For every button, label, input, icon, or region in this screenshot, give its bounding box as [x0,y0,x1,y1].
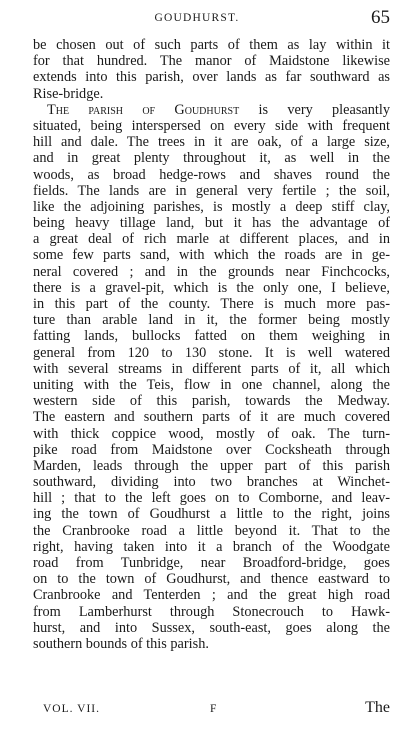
text-line: southward, dividing into two branches at Winchet- [33,474,390,491]
text-line: hill ; that to the left goes on to Comborne, and leav- [33,490,390,507]
text-line: fields. The lands are in general very fertile ; the soil, [33,182,390,199]
running-title: GOUDHURST. [154,12,240,24]
text-line: on to the town of Goudhurst, and thence eastward to [33,571,390,588]
text-line: The eastern and southern parts of it are much covered [33,409,390,426]
text-line: uniting with the Teis, flow in one channel, along the [33,376,390,393]
text-line: ing the town of Goudhurst a little to the right, joins [33,506,390,523]
text-line: in this part of the county. There is much more pas- [33,296,390,312]
text-line: be chosen out of such parts of them as lay within it [33,37,390,53]
page-footer [33,699,390,721]
text-line: a great deal of rich marle at different places, and in [33,231,390,248]
text-line: extends into this parish, over lands as far southward as [33,69,390,86]
text-line: Rise-bridge. [33,85,104,102]
text-line: pike road from Maidstone over Cocksheath through [33,441,390,458]
text-line: general from 120 to 130 stone. It is well watered [33,344,390,361]
text-line: and in great plenty throughout it, as well in the [33,150,390,167]
text-line: hill and dale. The trees in it are oak, of a large size, [33,134,390,151]
text-line: neral covered ; and in the grounds near Finchcocks, [33,263,390,280]
text-line: with thick coppice wood, mostly of oak. The turn- [33,425,390,442]
page-number: 65 [371,7,390,28]
catchword: The [365,699,390,716]
text-line: right, having taken into it a branch of the Woodgate [33,538,390,555]
text-line: fatting lands, bullocks fatted on them weighing in [33,328,390,345]
text-line: the Cranbrooke road a little beyond it. That to the [33,522,390,539]
text-line: ture than arable land in it, the former being mostly [33,312,390,329]
text-line: hurst, and into Sussex, south-east, goes along the [33,619,390,636]
text-line: some few parts sand, with which the roads are in ge- [33,247,390,264]
running-head [32,7,390,34]
text-fragment: is very pleasantly [239,101,390,118]
text-line: with several streams in different parts of it, all which [33,360,390,377]
gathering-signature: F [210,703,217,715]
text-line: for that hundred. The manor of Maidstone likewise [33,53,390,70]
text-line: there is a gravel-pit, which is the only one, I believe, [33,279,390,296]
text-line: southern bounds of this parish. [33,635,209,652]
text-line: being heavy tillage land, but it has the advantage of [33,215,390,232]
text-line: situated, being interspersed on every side with frequent [33,117,390,134]
text-line: Marden, leads through the upper part of this parish [33,457,390,474]
body-text [33,37,390,652]
text-line: road from Tunbridge, near Broadford-bridge, goes [33,555,390,571]
text-line: from Lamberhurst through Stonecrouch to Hawk- [33,603,390,620]
text-line: like the adjoining parishes, is mostly a deep stiff clay, [33,198,390,215]
paragraph-opening-line [33,102,390,118]
volume-signature: VOL. VII. [43,703,101,715]
text-line: western side of this parish, towards the Medway. [33,393,390,410]
text-line: woods, as broad hedge-rows and shaves round the [33,166,390,183]
text-line: Cranbrooke and Tenterden ; and the great high road [33,587,390,604]
parish-heading-smallcaps: The parish of Goudhurst [47,101,240,118]
